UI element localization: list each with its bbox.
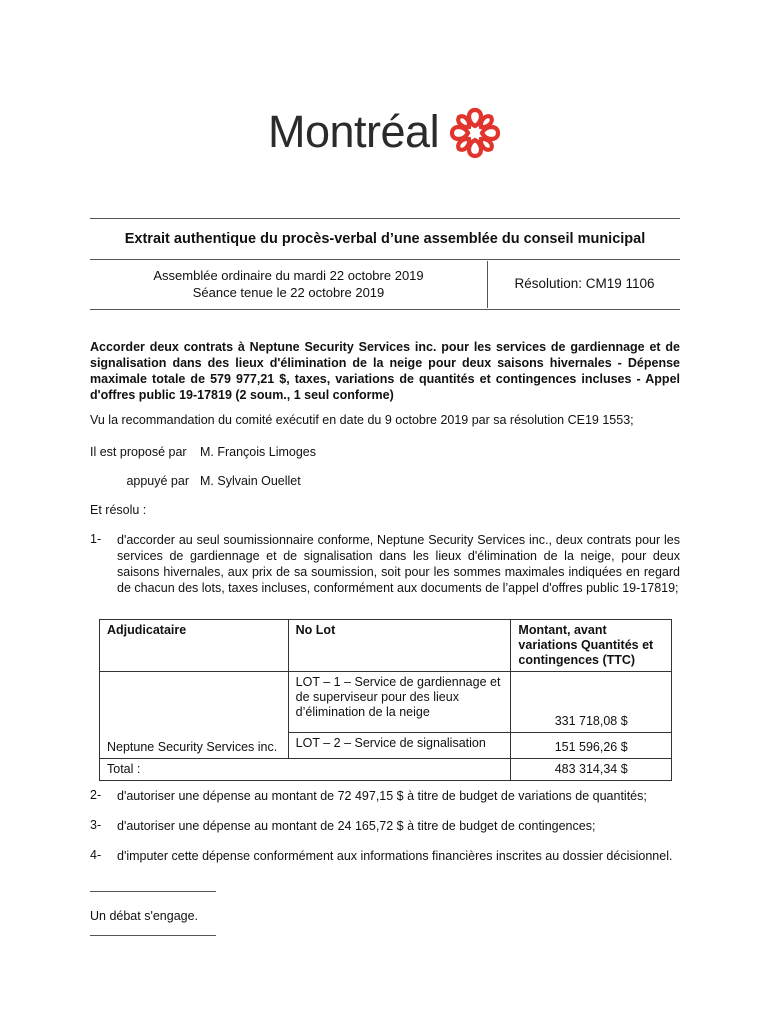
document-title: Extrait authentique du procès-verbal d’une assemblée du conseil municipal	[124, 231, 646, 247]
header-mid-rule	[90, 259, 680, 260]
lot-table	[99, 619, 672, 781]
table-header-row	[100, 620, 672, 672]
proposed-name: M. François Limoges	[200, 445, 317, 459]
table-total-row	[100, 759, 672, 781]
seconded-line	[90, 473, 680, 489]
item-text: d'imputer cette dépense conformément aux informations financières inscrites au dossier décisionnel.	[117, 849, 673, 863]
header-bottom-rule	[90, 309, 680, 310]
total-amount: 483 314,34 $	[511, 759, 672, 781]
table-header-cell: Adjudicataire	[100, 620, 289, 672]
vendor-cell: Neptune Security Services inc.	[100, 672, 289, 759]
item-text: d'accorder au seul soumissionnaire conforme, Neptune Security Services inc., deux contrats pour les services de gardiennage et de signalisation dans les lieux d'élimination de la neige, pour deux saisons hivernales, aux prix de sa soumission, soit pour les sommes maximales indiquées en regard de chacun des lots, taxes incluses, conformément aux documents de l’appel d'offres public 19-17819;	[117, 533, 680, 595]
session-date: Assemblée ordinaire du mardi 22 octobre 2019	[153, 268, 424, 283]
item-number: 1-	[90, 532, 102, 546]
separator-line	[90, 935, 216, 936]
lot-cell: LOT – 1 – Service de gardiennage et de superviseur pour des lieux d’élimination de la neige	[288, 672, 511, 733]
resolution-subject: Accorder deux contrats à Neptune Security Services inc. pour les services de gardiennage et de signalisation dans des lieux d'élimination de la neige pour deux saisons hivernales - Dépense maximale totale de 579 977,21 $, taxes, variations de quantités et contingences incluses - Appel d'offres public 19-17819 (2 soum., 1 seul conforme)	[90, 340, 680, 402]
session-held: Séance tenue le 22 octobre 2019	[192, 285, 385, 300]
item-text: d'autoriser une dépense au montant de 72 497,15 $ à titre de budget de variations de quantités;	[117, 789, 647, 803]
total-label: Total :	[100, 759, 511, 781]
debate-text: Un débat s'engage.	[90, 909, 199, 923]
item-text: d'autoriser une dépense au montant de 24 165,72 $ à titre de budget de contingences;	[117, 819, 596, 833]
lot-cell: LOT – 2 – Service de signalisation	[288, 733, 511, 759]
amount-cell: 151 596,26 $	[511, 733, 672, 759]
seconded-label: appuyé par	[126, 474, 189, 488]
resolved-label: Et résolu :	[90, 503, 147, 517]
separator-line	[90, 891, 216, 892]
rosette-icon	[448, 106, 502, 160]
item-number: 4-	[90, 848, 102, 862]
resolution-number: Résolution: CM19 1106	[514, 276, 655, 291]
recommendation-text: Vu la recommandation du comité exécutif en date du 9 octobre 2019 par sa résolution CE19 1553;	[90, 413, 634, 427]
table-header-cell: No Lot	[288, 620, 511, 672]
table-row	[100, 672, 672, 733]
session-info	[90, 261, 488, 308]
item-number: 2-	[90, 788, 102, 802]
item-number: 3-	[90, 818, 102, 832]
proposed-line	[90, 444, 680, 460]
table-header-cell: Montant, avant variations Quantités et contingences (TTC)	[511, 620, 672, 672]
header-top-rule	[90, 218, 680, 219]
logo-wordmark: Montréal	[268, 106, 440, 157]
proposed-label: Il est proposé par	[90, 445, 187, 459]
seconded-name: M. Sylvain Ouellet	[200, 474, 301, 488]
amount-cell: 331 718,08 $	[511, 672, 672, 733]
